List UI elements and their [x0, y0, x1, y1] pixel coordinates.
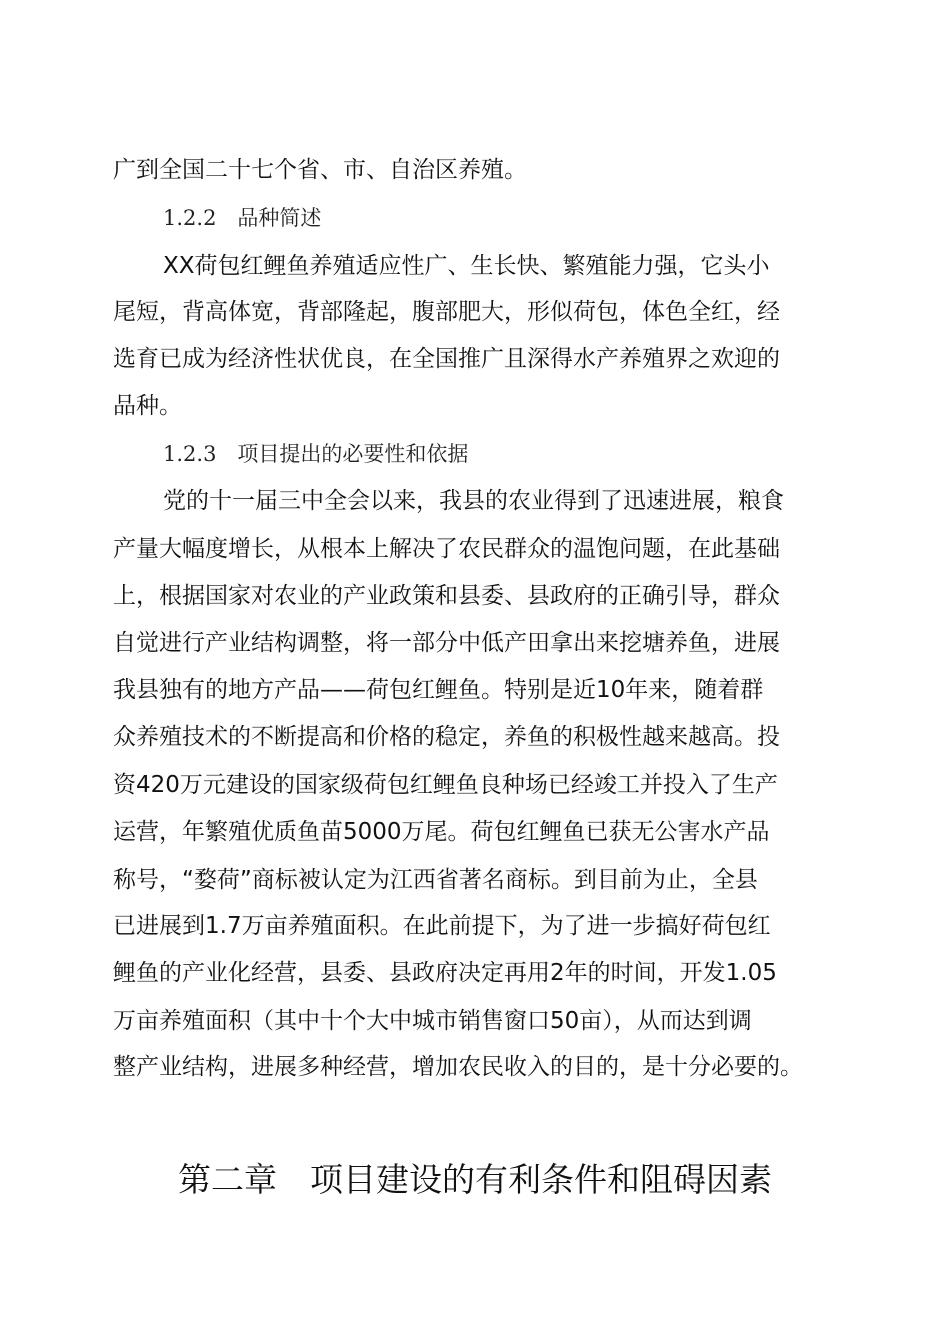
body-text-line: 万亩养殖面积（其中十个大中城市销售窗口50亩），从而达到调 [113, 1008, 752, 1034]
section-heading-1-2-2: 1.2.2 品种简述 [163, 206, 322, 230]
chapter-title: 第二章 项目建设的有利条件和阻碍因素 [178, 1160, 772, 1199]
body-text-line: 鲤鱼的产业化经营，县委、县政府决定再用2年的时间，开发1.05 [113, 960, 777, 986]
body-text-line: 众养殖技术的不断提高和价格的稳定，养鱼的积极性越来越高。投 [113, 724, 780, 750]
body-text-line: 党的十一届三中全会以来，我县的农业得到了迅速进展，粮食 [163, 488, 784, 514]
body-text-line: 资420万元建设的国家级荷包红鲤鱼良种场已经竣工并投入了生产 [113, 772, 778, 798]
body-text-line: 尾短，背高体宽，背部隆起，腹部肥大，形似荷包，体色全红，经 [113, 299, 780, 325]
body-text-line: 我县独有的地方产品——荷包红鲤鱼。特别是近10年来，随着群 [113, 677, 764, 703]
body-text-line: 选育已成为经济性状优良，在全国推广且深得水产养殖界之欢迎的 [113, 346, 780, 372]
body-text-line: 整产业结构，进展多种经营，增加农民收入的目的，是十分必要的。 [113, 1054, 803, 1080]
body-text-line: 已进展到1.7万亩养殖面积。在此前提下，为了进一步搞好荷包红 [113, 913, 771, 939]
body-text-line: 产量大幅度增长，从根本上解决了农民群众的温饱问题，在此基础 [113, 536, 780, 562]
body-text-line: 上，根据国家对农业的产业政策和县委、县政府的正确引导，群众 [113, 583, 780, 609]
body-text-line: 自觉进行产业结构调整，将一部分中低产田拿出来挖塘养鱼，进展 [113, 630, 780, 656]
body-text-line: 运营，年繁殖优质鱼苗5000万尾。荷包红鲤鱼已获无公害水产品 [113, 819, 770, 845]
section-heading-1-2-3: 1.2.3 项目提出的必要性和依据 [163, 442, 469, 466]
body-text-line: 广到全国二十七个省、市、自治区养殖。 [113, 157, 527, 183]
body-text-line: XX荷包红鲤鱼养殖适应性广、生长快、繁殖能力强，它头小 [163, 253, 770, 279]
body-text-line: 品种。 [113, 393, 182, 419]
body-text-line: 称号，“婺荷”商标被认定为江西省著名商标。到目前为止，全县 [113, 867, 758, 893]
